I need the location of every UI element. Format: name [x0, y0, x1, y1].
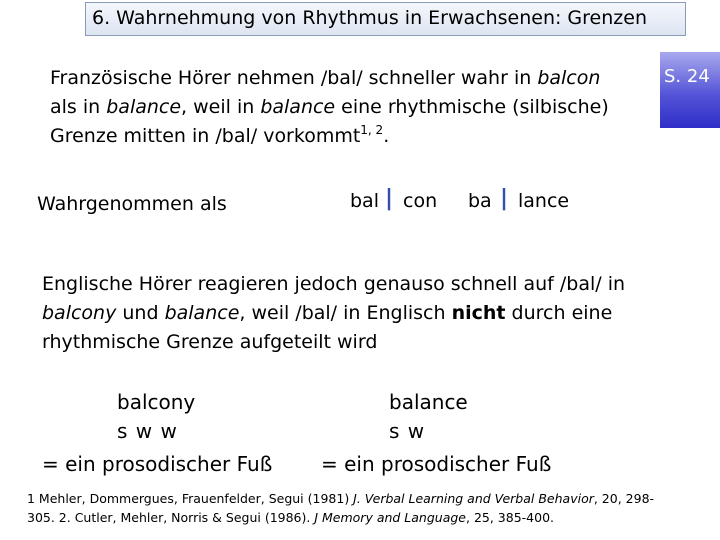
slide-title: 6. Wahrnehmung von Rhythmus in Erwachsenen: Grenzen: [92, 7, 647, 29]
paragraph-english-line-3: rhythmische Grenze aufgeteilt wird: [42, 331, 378, 353]
stress-pattern-balance: s w: [389, 419, 426, 443]
text: Französische Hörer nehmen /bal/ schneller wahr in: [50, 67, 538, 89]
italic-word: balance: [164, 302, 240, 324]
text: , 25, 385-400.: [466, 510, 555, 525]
journal-title: J Memory and Language: [314, 510, 466, 525]
text: und: [116, 302, 165, 324]
italic-word: balcon: [537, 67, 601, 89]
perceived-label: Wahrgenommen als: [37, 193, 227, 215]
paragraph-english: [42, 270, 625, 357]
text: .: [383, 125, 390, 147]
text: , 20, 298-: [593, 491, 655, 506]
page-badge: [660, 52, 720, 128]
syllable-boundary-bar: |: [385, 186, 394, 211]
footnote-ref: 1, 2: [360, 123, 384, 137]
page-reference: S. 24: [664, 66, 710, 87]
paragraph-english-line-2: [42, 299, 625, 328]
italic-word: balcony: [42, 302, 117, 324]
syllable-bal: bal: [350, 190, 379, 212]
italic-word: balance: [260, 96, 336, 118]
journal-title: J. Verbal Learning and Verbal Behavior: [353, 491, 594, 506]
italic-word: balance: [106, 96, 182, 118]
text: als in: [50, 96, 107, 118]
footnote-line-1: [27, 489, 654, 508]
paragraph-french-line-2: [50, 93, 609, 122]
syllable-lance: lance: [518, 190, 570, 212]
text: eine rhythmische (silbische): [335, 96, 609, 118]
paragraph-french-line-3: [50, 122, 609, 151]
footnote: [27, 489, 654, 527]
text: Grenze mitten in /bal/ vorkommt: [50, 125, 361, 147]
text: , weil in: [181, 96, 261, 118]
bold-word: nicht: [451, 302, 506, 324]
text: 1 Mehler, Dommergues, Frauenfelder, Segui (1981): [27, 491, 354, 506]
example-word-balance: balance: [389, 390, 468, 414]
paragraph-french: [50, 64, 609, 151]
example-word-balcony: balcony: [117, 390, 196, 414]
footnote-line-2: [27, 508, 654, 527]
syllable-boundary-bar: |: [500, 186, 509, 211]
paragraph-french-line-1: [50, 64, 609, 93]
foot-label-balance: = ein prosodischer Fuß: [321, 452, 552, 476]
syllable-ba: ba: [468, 190, 492, 212]
foot-label-balcony: = ein prosodischer Fuß: [42, 452, 273, 476]
paragraph-english-line-1: Englische Hörer reagieren jedoch genauso schnell auf /bal/ in: [42, 273, 626, 295]
syllable-con: con: [403, 190, 438, 212]
stress-pattern-balcony: s w w: [117, 419, 178, 443]
text: durch eine: [505, 302, 613, 324]
text: 305. 2. Cutler, Mehler, Norris & Segui (1986).: [27, 510, 315, 525]
text: , weil /bal/ in Englisch: [239, 302, 452, 324]
